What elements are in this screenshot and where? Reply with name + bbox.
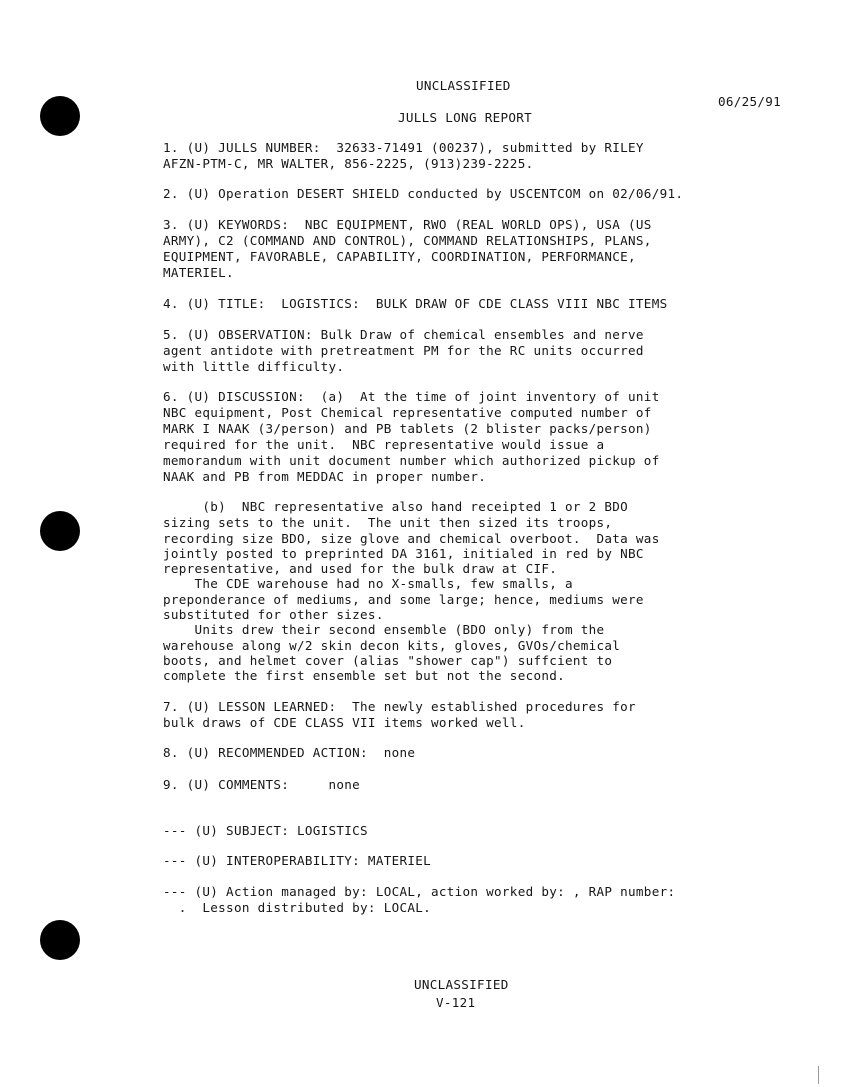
text-line: MARK I NAAK (3/person) and PB tablets (2 blister packs/person) xyxy=(163,421,652,436)
text-line: The CDE warehouse had no X-smalls, few smalls, a xyxy=(163,576,573,591)
scan-edge-mark xyxy=(818,1066,819,1084)
text-line: 7. (U) LESSON LEARNED: The newly established procedures for xyxy=(163,699,636,714)
text-line: 8. (U) RECOMMENDED ACTION: none xyxy=(163,745,416,760)
text-line: NAAK and PB from MEDDAC in proper number. xyxy=(163,469,487,484)
text-line: --- (U) SUBJECT: LOGISTICS xyxy=(163,823,368,838)
text-line: (b) NBC representative also hand receipted 1 or 2 BDO xyxy=(163,499,629,514)
text-line: --- (U) Action managed by: LOCAL, action worked by: , RAP number: xyxy=(163,884,676,899)
text-line: AFZN-PTM-C, MR WALTER, 856-2225, (913)239-2225. xyxy=(163,156,534,171)
text-line: preponderance of mediums, and some large; hence, mediums were xyxy=(163,592,644,607)
binder-hole-bottom xyxy=(40,920,80,960)
text-line: NBC equipment, Post Chemical representative computed number of xyxy=(163,405,652,420)
text-line: 1. (U) JULLS NUMBER: 32633-71491 (00237), submitted by RILEY xyxy=(163,140,644,155)
text-line: agent antidote with pretreatment PM for the RC units occurred xyxy=(163,343,644,358)
text-line: 9. (U) COMMENTS: none xyxy=(163,777,361,792)
text-line: 5. (U) OBSERVATION: Bulk Draw of chemical ensembles and nerve xyxy=(163,327,644,342)
text-line: 4. (U) TITLE: LOGISTICS: BULK DRAW OF CDE CLASS VIII NBC ITEMS xyxy=(163,296,668,311)
text-line: ARMY), C2 (COMMAND AND CONTROL), COMMAND RELATIONSHIPS, PLANS, xyxy=(163,233,652,248)
binder-hole-top xyxy=(40,96,80,136)
text-line: 6. (U) DISCUSSION: (a) At the time of joint inventory of unit xyxy=(163,389,660,404)
text-line: jointly posted to preprinted DA 3161, initialed in red by NBC xyxy=(163,546,644,561)
text-line: . Lesson distributed by: LOCAL. xyxy=(163,900,431,915)
text-line: 2. (U) Operation DESERT SHIELD conducted by USCENTCOM on 02/06/91. xyxy=(163,186,684,201)
binder-hole-middle xyxy=(40,511,80,551)
text-line: substituted for other sizes. xyxy=(163,607,384,622)
text-line: Units drew their second ensemble (BDO only) from the xyxy=(163,622,605,637)
text-line: sizing sets to the unit. The unit then sized its troops, xyxy=(163,515,613,530)
text-line: 3. (U) KEYWORDS: NBC EQUIPMENT, RWO (REAL WORLD OPS), USA (US xyxy=(163,217,652,232)
report-date: 06/25/91 xyxy=(718,94,782,109)
text-line: bulk draws of CDE CLASS VII items worked well. xyxy=(163,715,526,730)
text-line: complete the first ensemble set but not the second. xyxy=(163,668,565,683)
text-line: with little difficulty. xyxy=(163,359,345,374)
text-line: MATERIEL. xyxy=(163,265,234,280)
text-line: --- (U) INTEROPERABILITY: MATERIEL xyxy=(163,853,431,868)
text-line: required for the unit. NBC representative would issue a xyxy=(163,437,605,452)
text-line: EQUIPMENT, FAVORABLE, CAPABILITY, COORDINATION, PERFORMANCE, xyxy=(163,249,636,264)
report-title: JULLS LONG REPORT xyxy=(398,110,532,125)
text-line: representative, and used for the bulk draw at CIF. xyxy=(163,561,558,576)
text-line: recording size BDO, size glove and chemical overboot. Data was xyxy=(163,531,660,546)
text-line: boots, and helmet cover (alias "shower cap") suffcient to xyxy=(163,653,613,668)
text-line: memorandum with unit document number which authorized pickup of xyxy=(163,453,660,468)
text-line: warehouse along w/2 skin decon kits, gloves, GVOs/chemical xyxy=(163,638,621,653)
page-number: V-121 xyxy=(436,995,476,1010)
classification-footer: UNCLASSIFIED xyxy=(414,977,509,992)
classification-header: UNCLASSIFIED xyxy=(416,78,511,93)
